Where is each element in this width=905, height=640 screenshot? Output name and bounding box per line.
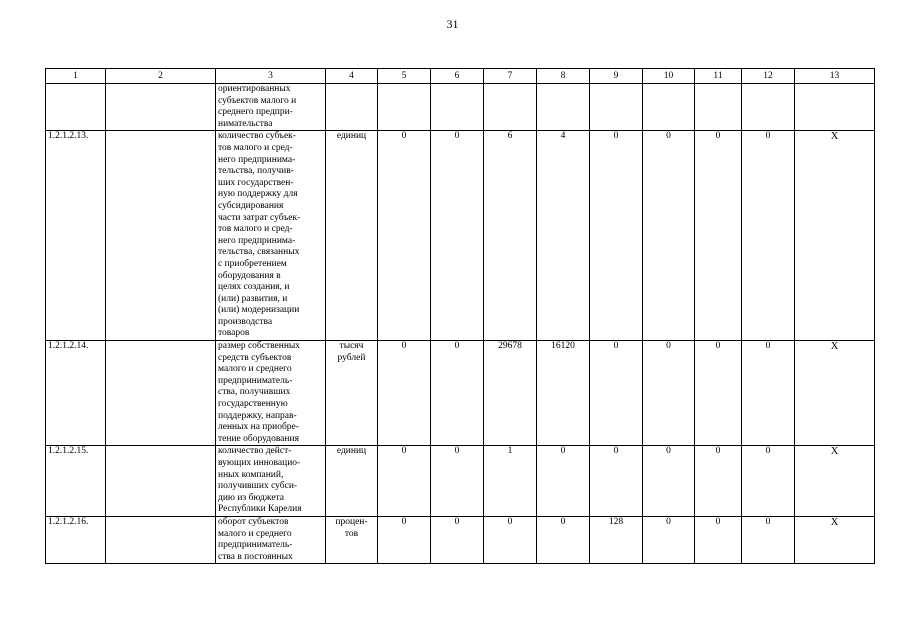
row-value-col-6: 0: [431, 131, 484, 341]
description-line: дию из бюджета: [218, 492, 285, 503]
column-header-7: 7: [484, 69, 537, 84]
row-description: [216, 84, 326, 131]
description-line: количество дейст-: [218, 446, 292, 457]
description-line: части затрат субъек-: [218, 212, 301, 223]
description-line: поддержку, направ-: [218, 410, 297, 421]
unit-line: рублей: [337, 352, 366, 363]
page-number: 31: [446, 17, 459, 31]
row-value-col-5: [378, 84, 431, 131]
row-value-col-7: 6: [484, 131, 537, 341]
row-value-col-6: 0: [431, 341, 484, 446]
row-value-col-10: 0: [643, 446, 695, 517]
description-line: малого и среднего: [218, 528, 292, 539]
description-line: с приобретением: [218, 258, 287, 269]
row-value-col-7: 1: [484, 446, 537, 517]
row-value-col-8: 0: [537, 516, 590, 563]
description-line: тов малого и сред-: [218, 142, 293, 153]
row-col13: X: [795, 131, 875, 341]
description-line: нимательства: [218, 118, 273, 129]
description-line: ориентированных: [218, 84, 291, 94]
description-line: получивших субси-: [218, 481, 298, 492]
row-value-col-9: 0: [590, 341, 643, 446]
row-value-col-7: [484, 84, 537, 131]
row-col2: [106, 84, 216, 131]
row-value-col-11: 0: [695, 341, 742, 446]
row-value-col-12: 0: [742, 516, 795, 563]
description-line: ную поддержку для: [218, 189, 298, 200]
row-col13: X: [795, 341, 875, 446]
row-code: 1.2.1.2.13.: [46, 131, 106, 341]
description-line: средств субъектов: [218, 352, 292, 363]
row-value-col-12: 0: [742, 446, 795, 517]
row-value-col-6: 0: [431, 516, 484, 563]
description-line: ства, получивших: [218, 387, 291, 398]
row-col13: [795, 84, 875, 131]
unit-line: процен-: [335, 516, 368, 527]
unit-line: тов: [344, 528, 359, 539]
description-line: ленных на приобре-: [218, 422, 299, 433]
column-header-5: 5: [378, 69, 431, 84]
row-col2: [106, 131, 216, 341]
description-line: (или) модернизации: [218, 305, 300, 316]
description-line: (или) развития, и: [218, 293, 288, 304]
indicator-table: [45, 68, 875, 564]
column-header-1: 1: [46, 69, 106, 84]
description-line: целях создания, и: [218, 282, 290, 293]
row-value-col-12: [742, 84, 795, 131]
row-col13: X: [795, 516, 875, 563]
row-col13: X: [795, 446, 875, 517]
row-value-col-9: 0: [590, 446, 643, 517]
row-unit: [326, 341, 378, 446]
table-row: [46, 341, 875, 446]
description-line: среднего предпри-: [218, 107, 293, 118]
description-line: оборот субъектов: [218, 516, 289, 527]
row-value-col-10: 0: [643, 516, 695, 563]
row-unit: [326, 84, 378, 131]
row-description: [216, 341, 326, 446]
description-line: тов малого и сред-: [218, 224, 293, 235]
description-line: вующих инновацио-: [218, 458, 301, 468]
column-header-8: 8: [537, 69, 590, 84]
row-value-col-12: 0: [742, 131, 795, 341]
description-line: тение оборудования: [218, 433, 299, 444]
row-description: [216, 131, 326, 341]
row-value-col-5: 0: [378, 131, 431, 341]
description-line: предприниматель-: [218, 375, 293, 386]
row-description: [216, 446, 326, 517]
row-col2: [106, 446, 216, 517]
column-header-3: 3: [216, 69, 326, 84]
description-line: оборудования в: [218, 270, 281, 281]
description-line: производства: [218, 316, 273, 327]
description-line: тельства, связанных: [218, 247, 300, 258]
description-line: тельства, получив-: [218, 166, 294, 177]
description-line: количество субъек-: [218, 131, 296, 142]
row-value-col-8: 0: [537, 446, 590, 517]
row-code: 1.2.1.2.16.: [46, 516, 106, 563]
table-row: [46, 516, 875, 563]
row-value-col-8: 16120: [537, 341, 590, 446]
column-header-6: 6: [431, 69, 484, 84]
table-row: [46, 84, 875, 131]
row-unit: [326, 516, 378, 563]
description-line: Республики Карелия: [218, 504, 302, 515]
row-value-col-10: [643, 84, 695, 131]
table-row: [46, 446, 875, 517]
column-header-11: 11: [695, 69, 742, 84]
row-value-col-6: [431, 84, 484, 131]
row-col2: [106, 341, 216, 446]
column-header-13: 13: [795, 69, 875, 84]
row-value-col-6: 0: [431, 446, 484, 517]
row-value-col-11: 0: [695, 446, 742, 517]
row-value-col-9: 128: [590, 516, 643, 563]
row-description: [216, 516, 326, 563]
description-line: размер собственных: [218, 341, 301, 352]
row-value-col-5: 0: [378, 341, 431, 446]
column-header-12: 12: [742, 69, 795, 84]
row-value-col-11: [695, 84, 742, 131]
description-line: ших государствен-: [218, 177, 294, 188]
description-line: субсидирования: [218, 200, 284, 211]
description-line: него предпринима-: [218, 154, 296, 165]
row-value-col-11: 0: [695, 516, 742, 563]
description-line: ства в постоянных: [218, 551, 293, 562]
unit-line: единиц: [336, 446, 367, 457]
description-line: субъектов малого и: [218, 95, 297, 106]
row-value-col-11: 0: [695, 131, 742, 341]
row-value-col-10: 0: [643, 131, 695, 341]
row-value-col-8: [537, 84, 590, 131]
row-value-col-9: [590, 84, 643, 131]
row-value-col-9: 0: [590, 131, 643, 341]
row-unit: [326, 446, 378, 517]
row-value-col-5: 0: [378, 516, 431, 563]
row-unit: [326, 131, 378, 341]
row-col2: [106, 516, 216, 563]
description-line: малого и среднего: [218, 364, 292, 375]
description-line: государственную: [218, 399, 288, 410]
row-value-col-7: 0: [484, 516, 537, 563]
column-header-10: 10: [643, 69, 695, 84]
row-code: 1.2.1.2.14.: [46, 341, 106, 446]
row-value-col-8: 4: [537, 131, 590, 341]
unit-line: единиц: [336, 131, 367, 142]
row-code: 1.2.1.2.15.: [46, 446, 106, 517]
row-value-col-12: 0: [742, 341, 795, 446]
unit-line: тысяч: [339, 341, 364, 352]
column-header-2: 2: [106, 69, 216, 84]
description-line: предприниматель-: [218, 540, 293, 551]
table-header-row: [46, 69, 875, 84]
description-line: него предпринима-: [218, 235, 296, 246]
column-header-4: 4: [326, 69, 378, 84]
description-line: нных компаний,: [218, 469, 284, 480]
row-value-col-7: 29678: [484, 341, 537, 446]
row-value-col-10: 0: [643, 341, 695, 446]
column-header-9: 9: [590, 69, 643, 84]
description-line: товаров: [218, 328, 250, 339]
row-value-col-5: 0: [378, 446, 431, 517]
row-code: [46, 84, 106, 131]
table-row: [46, 131, 875, 341]
